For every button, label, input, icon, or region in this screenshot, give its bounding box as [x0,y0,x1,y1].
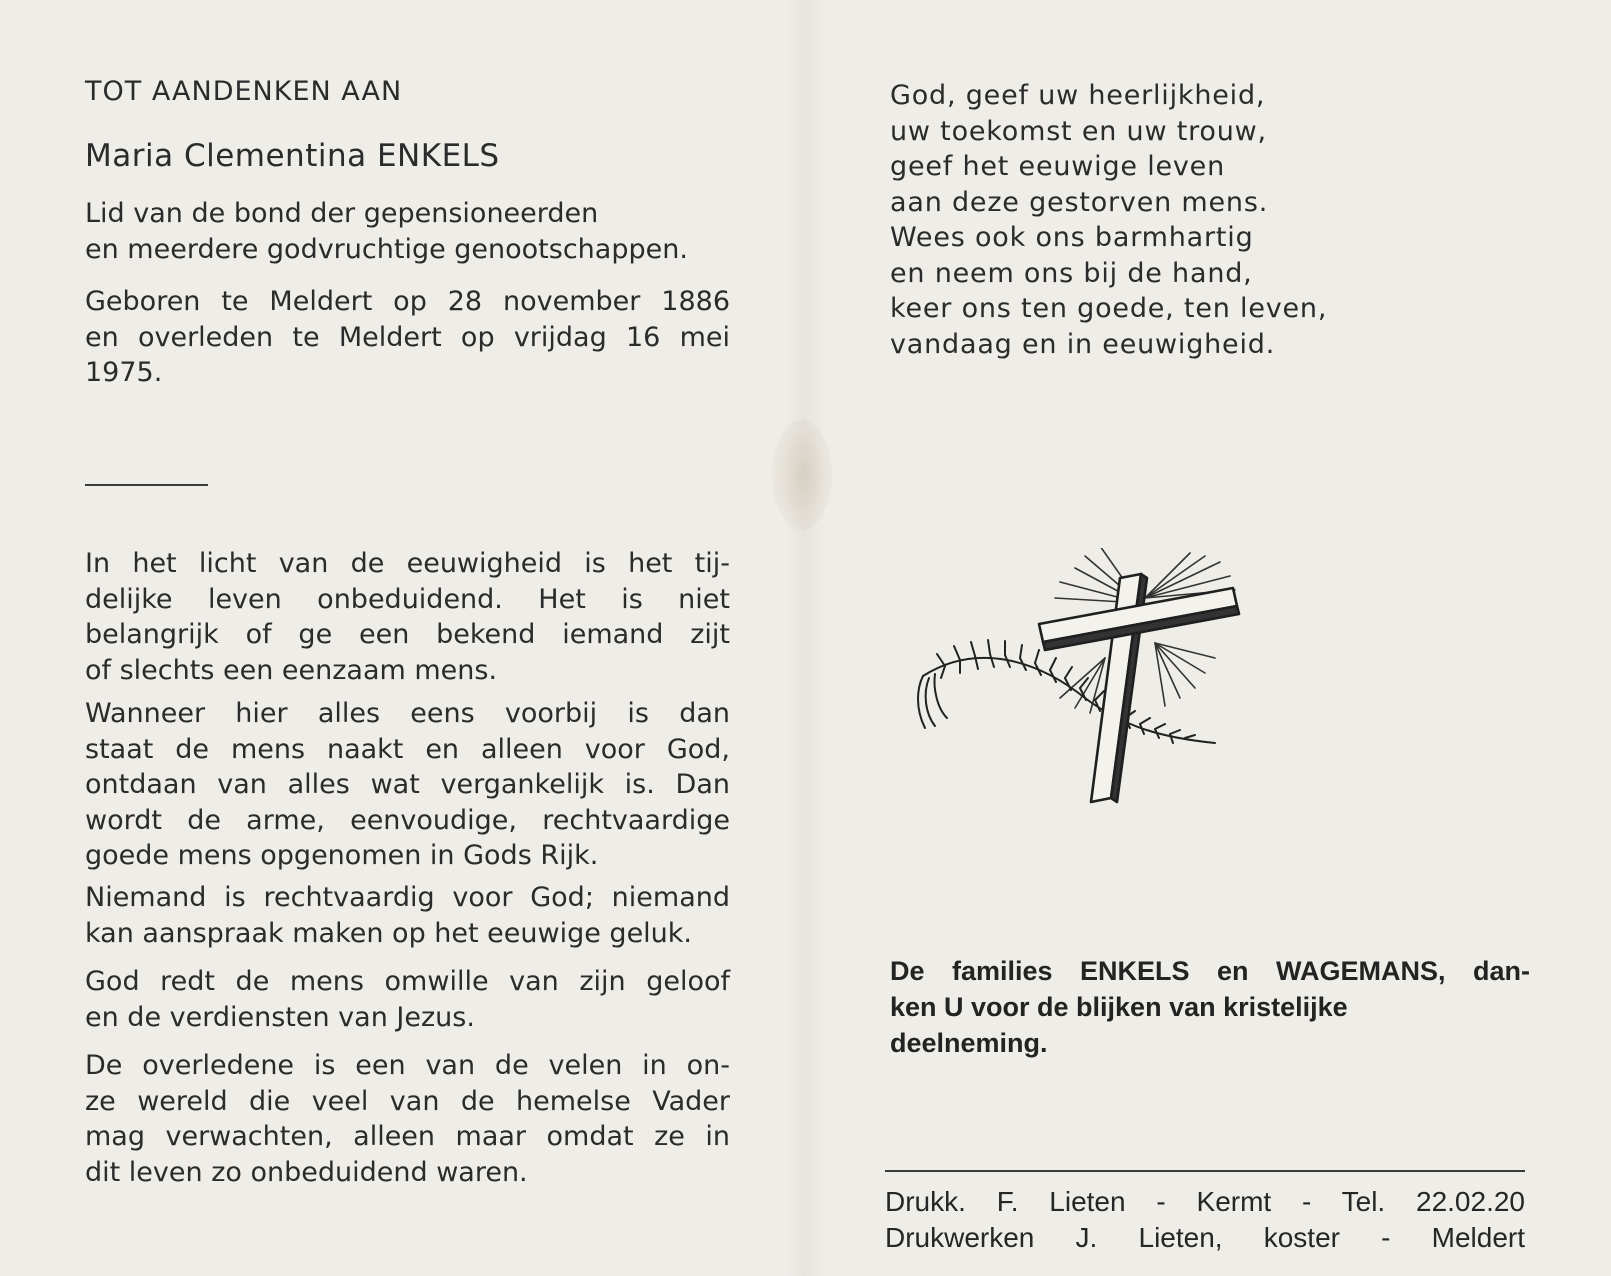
prayer-line: vandaag en in eeuwigheid. [890,328,1276,360]
meditation-line: of slechts een eenzaam mens. [85,654,498,686]
meditation-paragraph-1 [85,546,730,688]
meditation-line: mag verwachten, alleen maar omdat ze in [85,1121,730,1152]
meditation-paragraph-4 [85,964,730,1035]
prayer-line: aan deze gestorven mens. [890,186,1269,218]
meditation-line: ze wereld die veel van de hemelse Vader [85,1085,730,1117]
thanks-line: De families ENKELS en WAGEMANS, dan- [890,956,1530,986]
prayer-line: en neem ons bij de hand, [890,257,1253,289]
membership-paragraph [85,196,730,267]
paper-stain [772,420,832,530]
prayer-line: uw toekomst en uw trouw, [890,115,1267,147]
meditation-line: en de verdiensten van Jezus. [85,1001,475,1033]
meditation-paragraph-5 [85,1048,730,1190]
membership-line: Lid van de bond der gepensioneerden [85,198,599,229]
center-fold [785,0,825,1276]
family-thanks [890,953,1530,1061]
meditation-line: In het licht van de eeuwigheid is het tij- [85,548,730,579]
prayer-line: geef het eeuwige leven [890,151,1226,182]
meditation-line: De overledene is een van de velen in on- [85,1050,730,1081]
birth-death-line: en overleden te Meldert op vrijdag 16 mei [85,321,730,353]
prayer-line: God, geef uw heerlijkheid, [890,80,1266,111]
birth-death-line: 1975. [85,357,163,388]
divider-long [885,1170,1525,1172]
meditation-line: Wanneer hier alles eens voorbij is dan [85,698,730,729]
cross-with-palm-icon [915,548,1275,818]
divider-short [85,484,208,486]
meditation-line: ontdaan van alles wat vergankelijk is. Dan [85,769,730,800]
meditation-line: staat de mens naakt en alleen voor God, [85,733,730,765]
membership-line: en meerdere godvruchtige genootschappen. [85,233,688,265]
thanks-line: ken U voor de blijken van kristelijke [890,992,1348,1022]
heading: TOT AANDENKEN AAN [85,76,403,107]
prayer-line: keer ons ten goede, ten leven, [890,293,1328,324]
printer-credits [885,1184,1525,1256]
printer-line: Drukk. F. Lieten - Kermt - Tel. 22.02.20 [885,1186,1525,1217]
meditation-line: kan aanspraak maken op het eeuwige geluk. [85,917,693,949]
prayer-poem [890,78,1327,362]
birth-death-paragraph [85,284,730,391]
thanks-line: deelneming. [890,1028,1048,1058]
meditation-line: delijke leven onbeduidend. Het is niet [85,583,730,615]
deceased-name: Maria Clementina ENKELS [85,138,500,174]
meditation-line: wordt de arme, eenvoudige, rechtvaardige [85,804,730,836]
printer-line: Drukwerken J. Lieten, koster - Meldert [885,1222,1525,1253]
meditation-line: goede mens opgenomen in Gods Rijk. [85,840,599,871]
meditation-line: Niemand is rechtvaardig voor God; niemand [85,882,730,913]
meditation-line: belangrijk of ge een bekend iemand zijt [85,619,730,650]
meditation-line: God redt de mens omwille van zijn geloof [85,966,730,997]
prayer-line: Wees ook ons barmhartig [890,222,1254,253]
meditation-line: dit leven zo onbeduidend waren. [85,1156,528,1188]
meditation-paragraph-2 [85,696,730,874]
birth-death-line: Geboren te Meldert op 28 november 1886 [85,286,730,317]
meditation-paragraph-3 [85,880,730,951]
